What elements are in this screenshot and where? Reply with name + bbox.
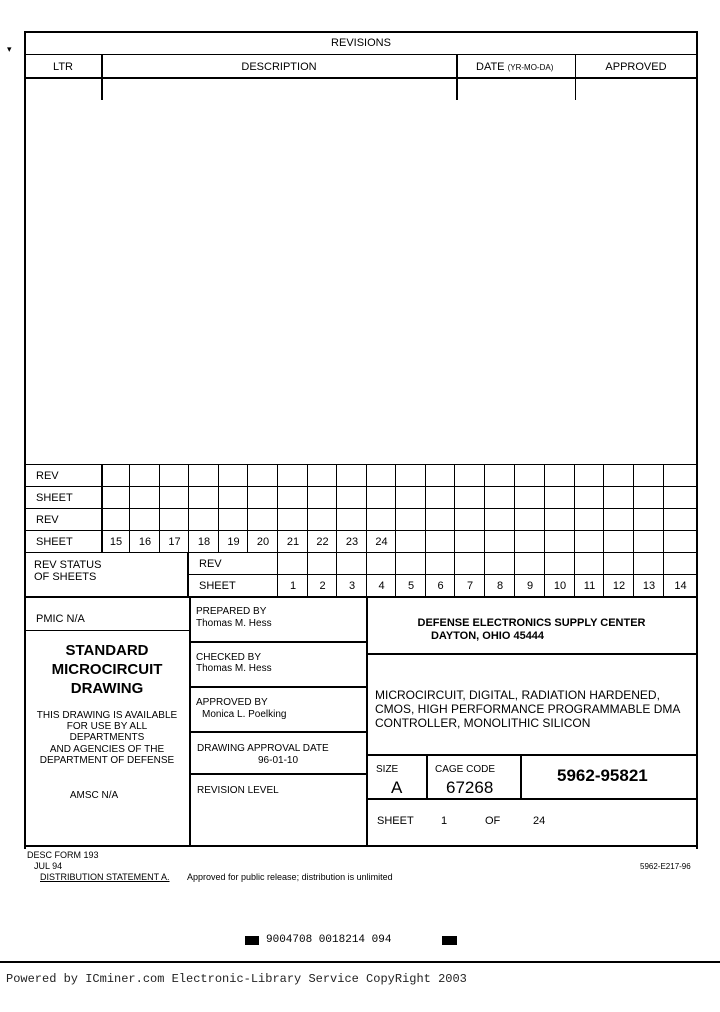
upper-sheet-number: 23	[345, 536, 359, 548]
approved-by-name: Monica L. Poelking	[202, 709, 287, 720]
availability-line-5: DEPARTMENT OF DEFENSE	[39, 755, 175, 766]
title-standard: STANDARD	[65, 642, 149, 659]
sheet-label: SHEET	[377, 815, 414, 827]
upper-sheet-number: 19	[227, 536, 240, 548]
agency-line-2: DAYTON, OHIO 45444	[430, 630, 545, 642]
prepared-by-label: PREPARED BY	[196, 606, 267, 617]
date-header-label: DATE	[476, 61, 505, 73]
amsc-label: AMSC N/A	[69, 790, 119, 801]
upper-grid-column-line	[484, 464, 485, 552]
upper-sheet-number: 16	[138, 536, 152, 548]
lower-sheet-number: 9	[526, 580, 534, 592]
approved-by-label: APPROVED BY	[196, 697, 268, 708]
scan-mark: ▾	[7, 44, 12, 54]
pmic-label: PMIC N/A	[36, 613, 85, 625]
lower-sheet-number: 13	[642, 580, 656, 592]
upper-grid-column-line	[544, 464, 545, 552]
lower-sheet-number: 1	[289, 580, 297, 592]
upper-grid-column-line	[425, 464, 426, 552]
description-line-3: CONTROLLER, MONOLITHIC SILICON	[375, 716, 591, 730]
upper-sheet-number: 20	[256, 536, 270, 548]
barcode-text: 9004708 0018214 094	[266, 934, 392, 946]
agency-line-1: DEFENSE ELECTRONICS SUPPLY CENTER	[417, 617, 646, 629]
upper-grid-column-line	[514, 464, 515, 552]
title-drawing: DRAWING	[70, 680, 144, 697]
sheet-row-label-2: SHEET	[36, 536, 73, 548]
sheet-value: 1	[441, 815, 448, 827]
barcode-mark-right	[442, 936, 457, 945]
checked-by-name: Thomas M. Hess	[196, 663, 272, 674]
form-date: JUL 94	[34, 861, 63, 871]
cage-code-value: 67268	[446, 778, 494, 797]
lower-sheet-number: 11	[583, 580, 596, 592]
approval-date-value: 96-01-10	[258, 755, 299, 766]
availability-line-1: THIS DRAWING IS AVAILABLE	[36, 710, 178, 721]
approved-header: APPROVED	[605, 61, 667, 73]
upper-grid-column-line	[663, 464, 664, 552]
checked-by-label: CHECKED BY	[196, 652, 262, 663]
availability-line-2: FOR USE BY ALL	[66, 721, 148, 732]
rev-row-label-1: REV	[36, 470, 59, 482]
rev-row-label-3: REV	[199, 558, 222, 570]
availability-line-4: AND AGENCIES OF THE	[49, 744, 165, 755]
lower-sheet-number: 12	[612, 580, 626, 592]
lower-sheet-number: 5	[407, 580, 415, 592]
distribution-text: Approved for public release; distribution is unlimited	[187, 872, 393, 882]
upper-grid-column-line	[633, 464, 634, 552]
lower-sheet-number: 2	[319, 580, 326, 592]
upper-sheet-number: 24	[375, 536, 388, 548]
distribution-label: DISTRIBUTION STATEMENT A.	[40, 872, 170, 882]
total-sheets: 24	[533, 815, 546, 827]
description-line-1: MICROCIRCUIT, DIGITAL, RADIATION HARDENED,	[375, 688, 660, 702]
approval-date-label: DRAWING APPROVAL DATE	[197, 743, 329, 754]
ltr-header: LTR	[53, 61, 73, 73]
date-header	[476, 61, 553, 74]
revisions-title: REVISIONS	[331, 37, 391, 49]
upper-grid-column-line	[574, 464, 575, 552]
upper-grid-column-line	[454, 464, 455, 552]
lower-sheet-number: 4	[378, 580, 385, 592]
sheet-row-label-3: SHEET	[199, 580, 236, 592]
rev-row-label-2: REV	[36, 514, 59, 526]
rev-status-label-1: REV STATUS	[34, 559, 102, 571]
upper-sheet-number: 15	[109, 536, 123, 548]
revision-level-label: REVISION LEVEL	[197, 785, 279, 796]
drawing-number: 5962-95821	[557, 766, 648, 785]
lower-sheet-number: 10	[553, 580, 567, 592]
upper-sheet-number: 17	[168, 536, 181, 548]
sheet-row-label-1: SHEET	[36, 492, 73, 504]
lower-sheet-number: 6	[437, 580, 444, 592]
powered-by-banner: Powered by ICminer.com Electronic-Library Service CopyRight 2003	[6, 972, 467, 986]
description-line-2: CMOS, HIGH PERFORMANCE PROGRAMMABLE DMA	[375, 702, 681, 716]
rev-status-label-2: OF SHEETS	[34, 571, 97, 583]
lower-sheet-number: 14	[674, 580, 687, 592]
date-header-format: (YR-MO-DA)	[507, 63, 554, 72]
cage-code-label: CAGE CODE	[435, 764, 496, 775]
upper-sheet-number: 18	[197, 536, 211, 548]
form-number: DESC FORM 193	[27, 850, 99, 860]
upper-sheet-number: 21	[286, 536, 300, 548]
title-microcircuit: MICROCIRCUIT	[51, 661, 163, 678]
upper-grid-column-line	[603, 464, 604, 552]
size-value: A	[391, 778, 403, 797]
upper-sheet-number: 22	[316, 536, 329, 548]
form-code: 5962-E217-96	[640, 862, 691, 871]
of-label: OF	[485, 815, 501, 827]
availability-line-3: DEPARTMENTS	[69, 732, 145, 743]
lower-sheet-number: 8	[496, 580, 504, 592]
size-label: SIZE	[376, 764, 399, 775]
lower-sheet-number: 7	[466, 580, 474, 592]
lower-sheet-number: 3	[348, 580, 356, 592]
description-header: DESCRIPTION	[241, 61, 317, 73]
barcode-mark-left	[245, 936, 259, 945]
prepared-by-name: Thomas M. Hess	[196, 618, 272, 629]
